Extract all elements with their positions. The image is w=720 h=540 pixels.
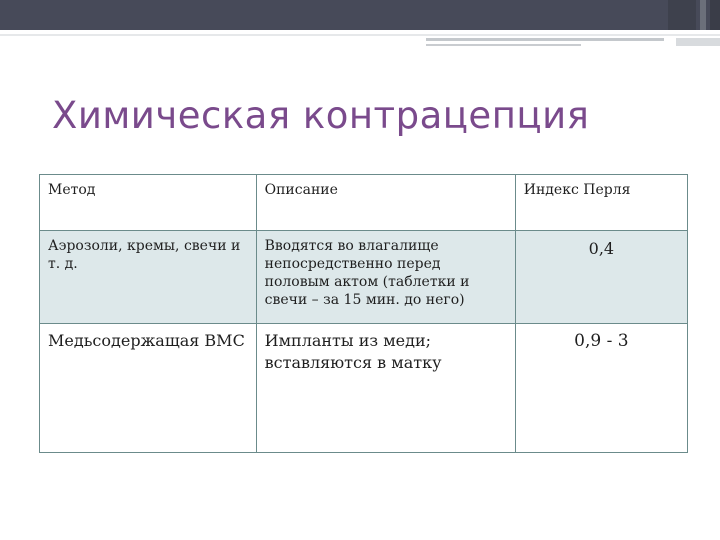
pearl-index-cell bbox=[515, 324, 687, 453]
method-cell bbox=[40, 231, 257, 324]
slide-title: Химическая контрацепция bbox=[52, 94, 590, 137]
table-row bbox=[40, 231, 688, 324]
decorative-rule bbox=[676, 38, 720, 46]
pearl-index-value: 0,4 bbox=[588, 239, 615, 258]
top-band-accent bbox=[700, 0, 706, 30]
header-pearl-index bbox=[515, 175, 687, 231]
header-method-label: Метод bbox=[48, 182, 96, 198]
method-cell bbox=[40, 324, 257, 453]
contraception-table bbox=[39, 174, 688, 453]
top-band-accent bbox=[668, 0, 696, 30]
header-description bbox=[256, 175, 515, 231]
decorative-rule bbox=[0, 34, 720, 36]
decorative-rule bbox=[426, 38, 664, 41]
pearl-index-cell bbox=[515, 231, 687, 324]
description-text: Импланты из меди; вставляются в матку bbox=[264, 331, 442, 372]
top-decorative-band bbox=[0, 0, 720, 30]
description-cell bbox=[256, 324, 515, 453]
table-header-row bbox=[40, 175, 688, 231]
description-cell bbox=[256, 231, 515, 324]
header-method bbox=[40, 175, 257, 231]
pearl-index-value: 0,9 - 3 bbox=[574, 331, 629, 351]
description-text: Вводятся во влагалище непосредственно перед половым актом (таблетки и свечи – за 15 мин. до него) bbox=[264, 238, 470, 308]
header-description-label: Описание bbox=[264, 182, 338, 198]
table-row bbox=[40, 324, 688, 453]
top-band-accent bbox=[710, 0, 720, 30]
decorative-rule bbox=[426, 44, 581, 46]
header-pearl-index-label: Индекс Перля bbox=[523, 182, 631, 198]
method-text: Медьсодержащая ВМС bbox=[48, 331, 245, 350]
method-text: Аэрозоли, кремы, свечи и т. д. bbox=[48, 238, 241, 272]
